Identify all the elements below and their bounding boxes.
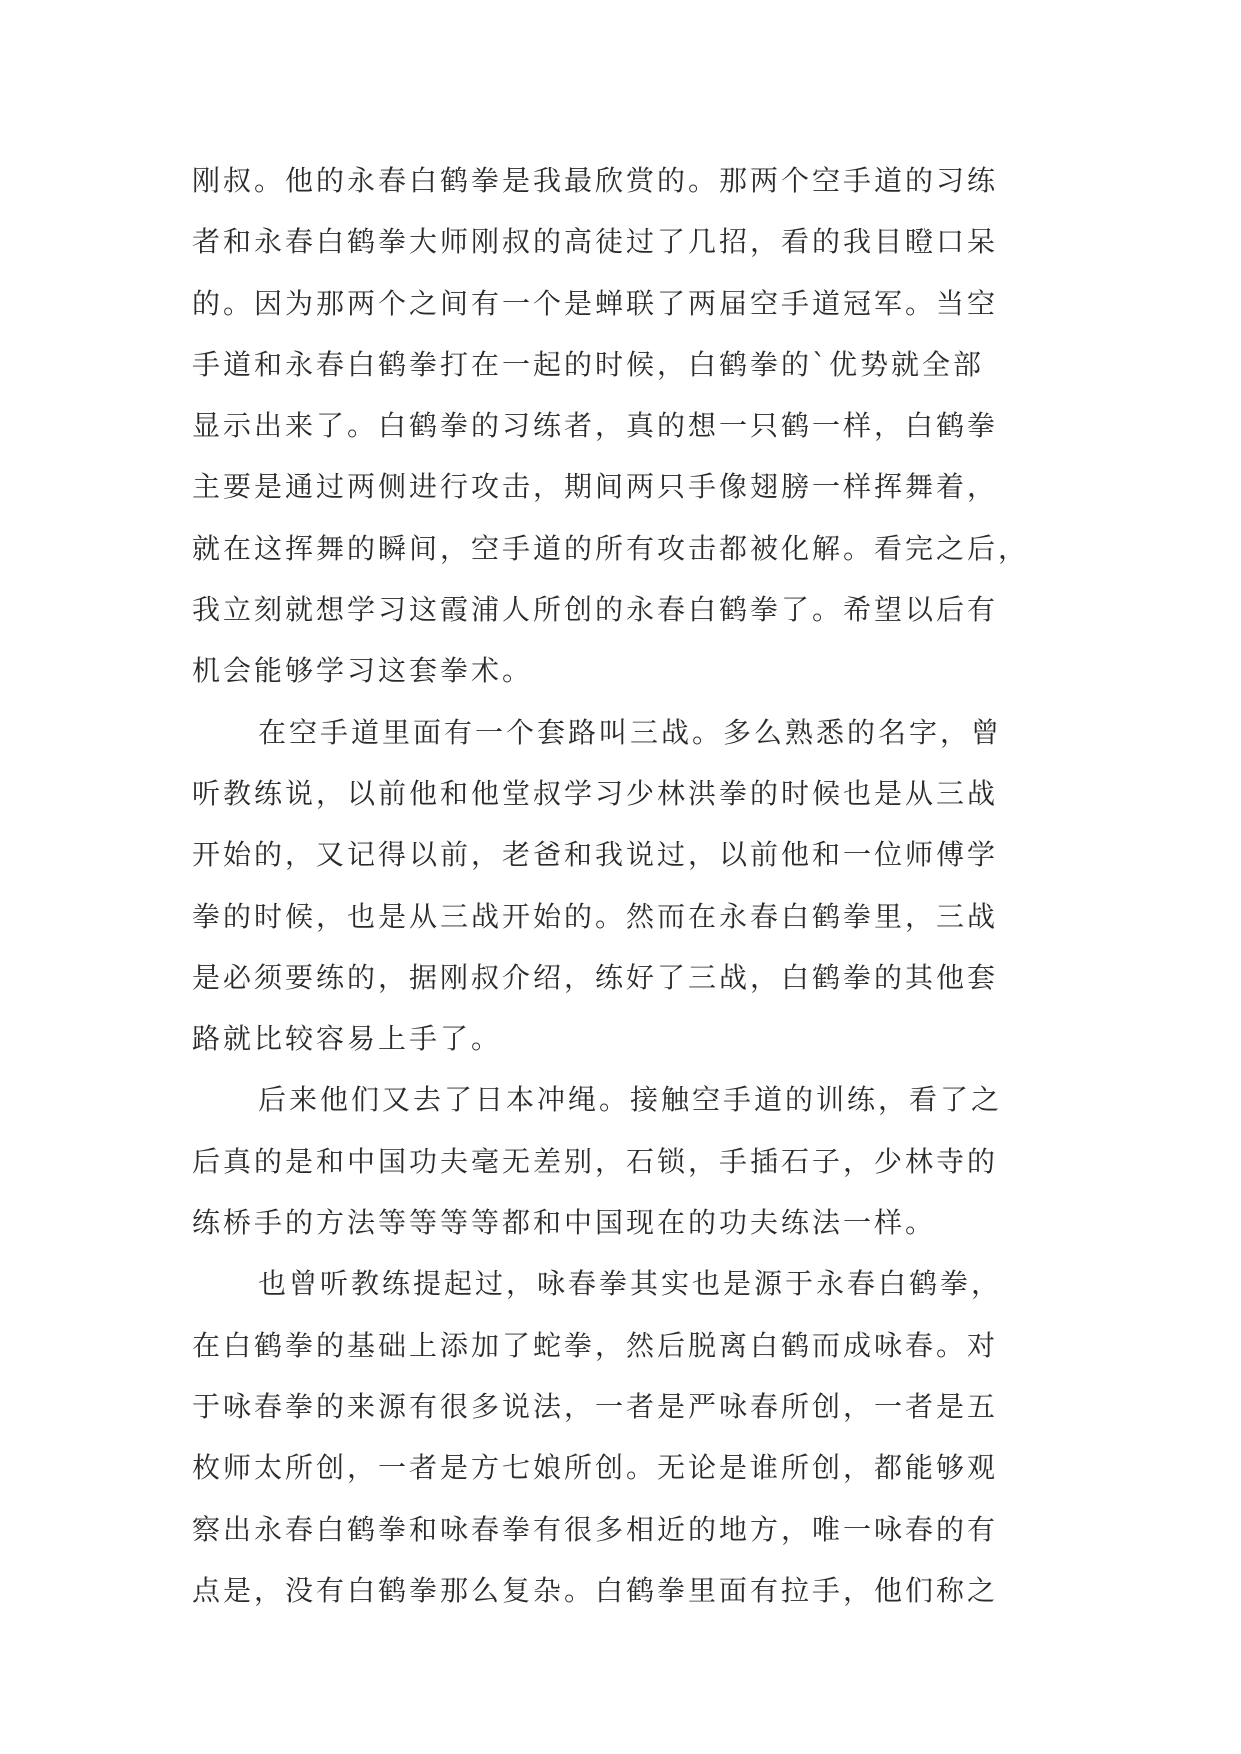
text-line: 听教练说，以前他和他堂叔学习少林洪拳的时候也是从三战: [192, 776, 999, 810]
text-line: 点是，没有白鹤拳那么复杂。白鹤拳里面有拉手，他们称之: [192, 1573, 999, 1607]
text-line: 刚叔。他的永春白鹤拳是我最欣赏的。那两个空手道的习练: [192, 164, 999, 197]
text-line: 开始的，又记得以前，老爸和我说过，以前他和一位师傅学: [192, 838, 999, 872]
text-line: 拳的时候，也是从三战开始的。然而在永春白鹤拳里，三战: [192, 899, 999, 933]
text-line: 于咏春拳的来源有很多说法，一者是严咏春所创，一者是五: [192, 1389, 999, 1423]
text-line: 手道和永春白鹤拳打在一起的时候，白鹤拳的`优势就全部: [192, 347, 985, 381]
text-line: 练桥手的方法等等等等都和中国现在的功夫练法一样。: [192, 1206, 937, 1240]
text-line: 主要是通过两侧进行攻击，期间两只手像翅膀一样挥舞着，: [192, 470, 999, 504]
text-line: 后真的是和中国功夫毫无差别，石锁，手插石子，少林寺的: [192, 1144, 999, 1178]
text-line: 者和永春白鹤拳大师刚叔的高徒过了几招，看的我目瞪口呆: [192, 225, 999, 259]
text-line: 显示出来了。白鹤拳的习练者，真的想一只鹤一样，白鹤拳: [192, 409, 999, 443]
text-line: 我立刻就想学习这霞浦人所创的永春白鹤拳了。希望以后有: [192, 593, 999, 627]
text-line: 在空手道里面有一个套路叫三战。多么熟悉的名字，曾: [258, 715, 1003, 749]
text-line: 是必须要练的，据刚叔介绍，练好了三战，白鹤拳的其他套: [192, 960, 999, 994]
text-line: 的。因为那两个之间有一个是蝉联了两届空手道冠军。当空: [192, 286, 999, 320]
text-line: 路就比较容易上手了。: [192, 1022, 503, 1056]
text-line: 察出永春白鹤拳和咏春拳有很多相近的地方，唯一咏春的有: [192, 1512, 999, 1546]
text-line: 在白鹤拳的基础上添加了蛇拳，然后脱离白鹤而成咏春。对: [192, 1328, 999, 1362]
text-line: 也曾听教练提起过，咏春拳其实也是源于永春白鹤拳，: [258, 1267, 1003, 1301]
text-line: 就在这挥舞的瞬间，空手道的所有攻击都被化解。看完之后，: [192, 531, 1030, 565]
text-line: 机会能够学习这套拳术。: [192, 654, 534, 688]
text-line: 后来他们又去了日本冲绳。接触空手道的训练，看了之: [258, 1083, 1003, 1117]
text-line: 枚师太所创，一者是方七娘所创。无论是谁所创，都能够观: [192, 1451, 999, 1485]
body-text: [192, 150, 1052, 1621]
